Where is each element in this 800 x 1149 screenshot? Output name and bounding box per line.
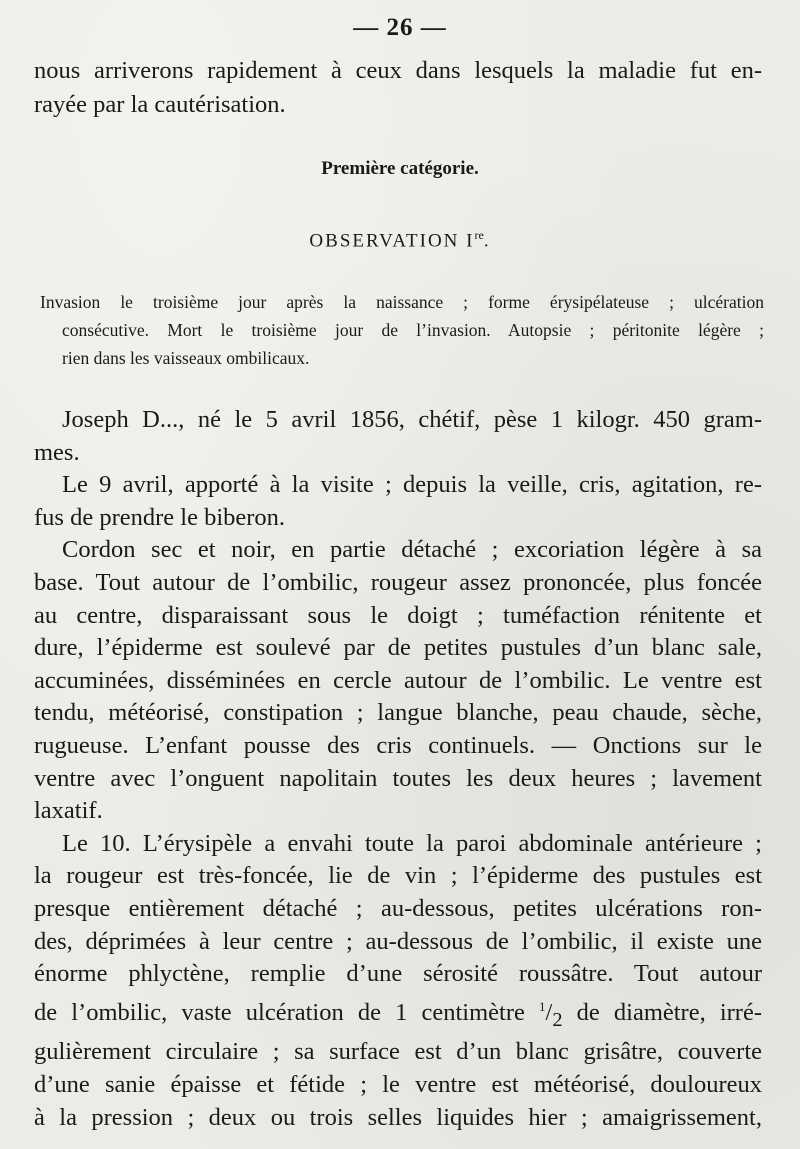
body-line: rugueuse. L’enfant pousse des cris continuels. — Onctions sur le <box>34 731 762 759</box>
body-line: laxatif. <box>34 797 103 825</box>
body-line: gulièrement circulaire ; sa surface est d’un blanc grisâtre, couverte <box>34 1038 762 1066</box>
body-line-text: de l’ombilic, vaste ulcération de 1 centimètre <box>34 998 525 1026</box>
observation-title-period: . <box>483 230 491 252</box>
observation-title-text: OBSERVATION I <box>309 230 475 252</box>
body-line: au centre, disparaissant sous le doigt ; tuméfaction rénitente et <box>34 601 762 629</box>
body-line: fus de prendre le biberon. <box>34 503 286 531</box>
body-line: Le 10. L’érysipèle a envahi toute la paroi abdominale antérieure ; <box>62 829 762 857</box>
body-line: dure, l’épiderme est soulevé par de petites pustules d’un blanc sale, <box>34 634 762 662</box>
body-line: accuminées, disséminées en cercle autour de l’ombilic. Le ventre est <box>34 666 762 694</box>
body-line: mes. <box>34 438 80 466</box>
observation-title <box>0 228 800 252</box>
observation-body <box>34 404 762 1134</box>
summary-line: consécutive. Mort le troisième jour de l’invasion. Autopsie ; péritonite légère ; <box>62 320 764 340</box>
summary-line: rien dans les vaisseaux ombilicaux. <box>62 348 310 368</box>
body-line: Cordon sec et noir, en partie détaché ; excoriation légère à sa <box>62 536 762 564</box>
body-line-tail: de diamètre, irré- <box>562 998 762 1026</box>
observation-title-suffix: re <box>474 228 484 242</box>
body-line: d’une sanie épaisse et fétide ; le ventre est météorisé, douloureux <box>34 1070 762 1098</box>
body-line: des, déprimées à leur centre ; au-dessous de l’ombilic, il existe une <box>34 927 762 955</box>
intro-paragraph <box>34 54 762 122</box>
fraction-denominator: 2 <box>552 1008 563 1031</box>
text-line: nous arriverons rapidement à ceux dans lesquels la maladie fut en- <box>34 57 762 84</box>
body-line: énorme phlyctène, remplie d’une sérosité roussâtre. Tout autour <box>34 960 762 988</box>
summary-line: Invasion le troisième jour après la naissance ; forme érysipélateuse ; ulcération <box>40 292 764 312</box>
body-line: presque entièrement détaché ; au-dessous, petites ulcérations ron- <box>34 894 762 922</box>
body-line: Joseph D..., né le 5 avril 1856, chétif, pèse 1 kilogr. 450 gram- <box>62 406 762 433</box>
observation-summary <box>40 288 764 372</box>
body-line: ventre avec l’onguent napolitain toutes les deux heures ; lavement <box>34 764 762 792</box>
body-line-with-fraction: de l’ombilic, vaste ulcération de 1 centimètre $^1/_2$ de diamètre, irré- <box>34 998 762 1031</box>
body-line: base. Tout autour de l’ombilic, rougeur assez prononcée, plus foncée <box>34 568 762 596</box>
text-line: rayée par la cautérisation. <box>34 91 286 118</box>
section-title: Première catégorie. <box>321 158 479 179</box>
body-line: tendu, météorisé, constipation ; langue blanche, peau chaude, sèche, <box>34 699 762 727</box>
body-line: Le 9 avril, apporté à la visite ; depuis la veille, cris, agitation, re- <box>62 471 762 499</box>
fraction-numerator: 1 <box>539 998 546 1014</box>
page-number: — 26 — <box>353 14 447 41</box>
body-line: la rougeur est très-foncée, lie de vin ; l’épiderme des pustules est <box>34 862 762 890</box>
body-line: à la pression ; deux ou trois selles liquides hier ; amaigrissement, <box>34 1103 762 1131</box>
